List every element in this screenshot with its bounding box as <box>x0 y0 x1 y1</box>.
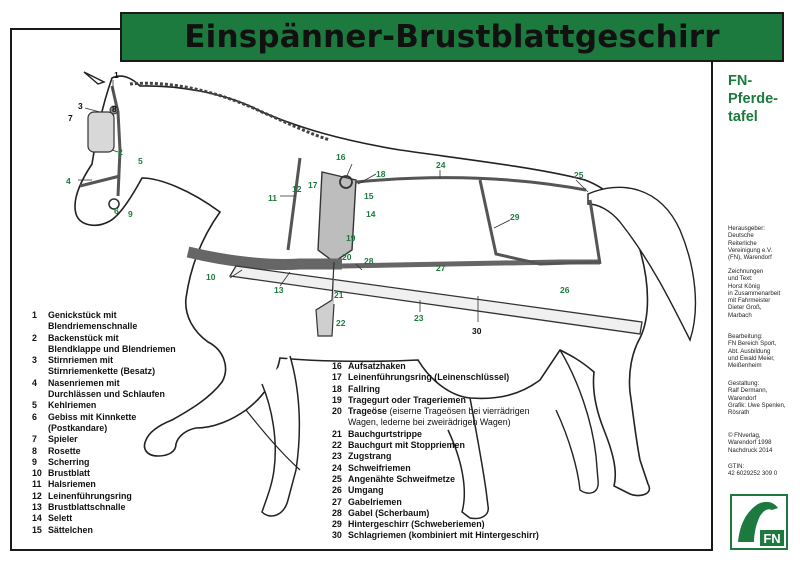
callout-11: 11 <box>268 193 277 203</box>
callout-14: 14 <box>366 209 376 219</box>
callout-23: 23 <box>414 313 424 323</box>
legend-item: 29 Hintergeschirr (Schweberiemen) <box>332 519 485 530</box>
callout-30: 30 <box>472 326 482 336</box>
legend-item: 2 Backenstück mit <box>32 332 119 343</box>
legend-item: 30 Schlagriemen (kombiniert mit Hintergeschirr) <box>332 530 539 541</box>
callout-25: 25 <box>574 170 584 180</box>
gtin-block: GTIN: 42 6029252 309 0 <box>728 463 778 478</box>
callout-5: 5 <box>138 156 143 166</box>
page-title: Einspänner-Brustblattgeschirr <box>184 19 720 55</box>
legend-item: 7 Spieler <box>32 434 78 445</box>
callout-3: 3 <box>78 101 83 111</box>
callout-26: 26 <box>560 285 570 295</box>
callout-20: 20 <box>342 252 352 262</box>
legend-item-cont: (Postkandare) <box>48 422 108 433</box>
callout-28: 28 <box>364 256 374 266</box>
callout-24: 24 <box>436 160 446 170</box>
callout-10: 10 <box>206 272 216 282</box>
legend-item: 25 Angenähte Schweifmetze <box>332 473 456 484</box>
legend-item: 4 Nasenriemen mit <box>32 377 120 388</box>
legend-item: 14 Selett <box>32 513 73 524</box>
legend-item-cont: Blendriemenschnalle <box>48 321 138 332</box>
callout-12: 12 <box>292 184 302 194</box>
design-block: Gestaltung: Ralf Dermann, Warendorf Grafik: Uwe Spenlen, Rösrath <box>728 380 786 417</box>
callout-16: 16 <box>336 152 346 162</box>
legend-right <box>332 361 539 542</box>
legend-item: 17 Leinenführungsring (Leinenschlüssel) <box>332 372 510 383</box>
callout-15: 15 <box>364 191 374 201</box>
legend-item-cont: Blendklappe und Blendriemen <box>48 343 176 354</box>
fn-pferdetafel-title: FN- Pferde- tafel <box>728 73 778 125</box>
callout-9: 9 <box>128 209 133 219</box>
callout-27: 27 <box>436 263 446 273</box>
callout-29: 29 <box>510 212 520 222</box>
legend-item: 6 Gebiss mit Kinnkette <box>32 411 137 422</box>
callout-21: 21 <box>334 290 344 300</box>
callout-13: 13 <box>274 285 284 295</box>
legend-item: 5 Kehlriemen <box>32 400 97 411</box>
legend-item-cont: Wagen, lederne bei zweirädrigen Wagen) <box>348 417 511 428</box>
legend-item: 3 Stirnriemen mit <box>32 355 114 366</box>
legend-item: 23 Zugstrang <box>332 451 392 462</box>
legend-item: 22 Bauchgurt mit Stoppriemen <box>332 440 465 451</box>
legend-item-cont: Stirnriemenkette (Besatz) <box>48 366 156 377</box>
logo-text: FN <box>763 531 781 546</box>
legend-item: 12 Leinenführungsring <box>32 490 132 501</box>
legend-item: 8 Rosette <box>32 445 81 456</box>
legend-item: 21 Bauchgurtstrippe <box>332 428 422 439</box>
legend-item: 26 Umgang <box>332 485 384 496</box>
copyright-block: © FNverlag, Warendorf 1998 Nachdruck 2014 <box>728 432 773 454</box>
legend-item: 27 Gabelriemen <box>332 496 402 507</box>
legend-item: 20 Trageöse (eiserne Trageösen bei vierrädrigen <box>332 406 530 417</box>
legend-item: 1 Genickstück mit <box>32 310 117 320</box>
editing-block: Bearbeitung: FN Bereich Sport, Abt. Ausbildung und Ewald Meier, Meißenheim <box>728 333 777 370</box>
callout-8: 8 <box>112 104 117 114</box>
callout-4: 4 <box>66 176 71 186</box>
legend-item: 24 Schweifriemen <box>332 462 411 473</box>
publisher-block: Herausgeber: Deutsche Reiterliche Vereinigung e.V. (FN), Warendorf <box>728 225 773 262</box>
callout-17: 17 <box>308 180 318 190</box>
callout-2: 2 <box>118 147 123 157</box>
callout-7: 7 <box>68 113 73 123</box>
legend-item: 19 Tragegurt oder Trageriemen <box>332 394 466 405</box>
horse-hind-leg-2 <box>556 350 598 493</box>
legend-item: 9 Scherring <box>32 456 90 467</box>
callout-22: 22 <box>336 318 346 328</box>
callout-6: 6 <box>114 206 119 216</box>
legend-item: 10 Brustblatt <box>32 468 90 479</box>
legend-item: 16 Aufsatzhaken <box>332 361 406 371</box>
fn-logo <box>730 494 788 550</box>
legend-item: 15 Sättelchen <box>32 524 93 535</box>
callout-18: 18 <box>376 169 386 179</box>
horse-ear <box>84 72 104 84</box>
callout-19: 19 <box>346 233 356 243</box>
legend-item: 28 Gabel (Scherbaum) <box>332 507 430 518</box>
legend-item: 18 Fallring <box>332 383 381 394</box>
legend-left <box>32 310 176 536</box>
legend-item-cont: Durchlässen und Schlaufen <box>48 389 165 400</box>
callout-1: 1 <box>114 70 119 80</box>
blinker <box>88 112 114 152</box>
legend-item: 13 Brustblattschnalle <box>32 502 126 513</box>
legend-item: 11 Halsriemen <box>32 479 96 490</box>
drawing-credits-block: Zeichnungen und Text: Horst König in Zusammenarbeit mit Fahrmeister Dieter Groß, Marbach <box>728 268 781 319</box>
